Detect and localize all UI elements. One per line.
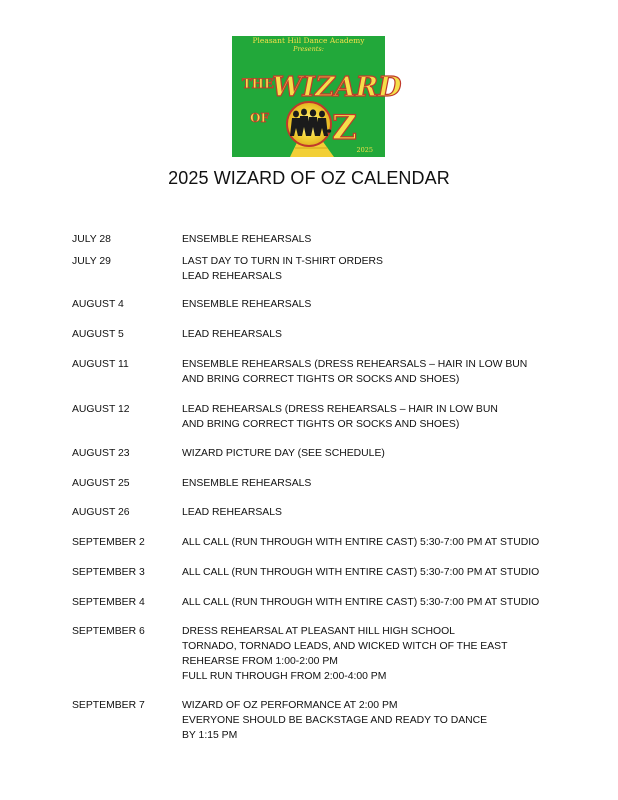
schedule-date: AUGUST 11: [72, 359, 129, 370]
schedule-description: [182, 595, 539, 610]
schedule-line: LEAD REHEARSALS: [182, 507, 282, 518]
schedule-description: [182, 565, 539, 580]
schedule-line: FULL RUN THROUGH FROM 2:00-4:00 PM: [182, 671, 387, 682]
schedule-line: LEAD REHEARSALS: [182, 271, 282, 282]
schedule-line: AND BRING CORRECT TIGHTS OR SOCKS AND SHOES): [182, 374, 460, 385]
schedule-date: SEPTEMBER 2: [72, 537, 145, 548]
schedule-description: [182, 297, 311, 312]
schedule-line: ENSEMBLE REHEARSALS: [182, 299, 312, 310]
show-poster: [232, 36, 402, 157]
schedule-line: EVERYONE SHOULD BE BACKSTAGE AND READY TO DANCE: [182, 715, 488, 726]
schedule-line: ENSEMBLE REHEARSALS: [182, 478, 312, 489]
schedule-date: SEPTEMBER 4: [72, 597, 145, 608]
schedule-description: [182, 624, 507, 684]
schedule-date: AUGUST 5: [72, 329, 124, 340]
poster-presents: Presents:: [293, 45, 324, 53]
schedule-date: SEPTEMBER 7: [72, 700, 145, 711]
schedule-description: [182, 402, 498, 432]
schedule-date: JULY 28: [72, 234, 111, 245]
schedule-date: SEPTEMBER 3: [72, 567, 145, 578]
svg-text:Z: Z: [332, 108, 357, 148]
schedule-description: [182, 698, 487, 743]
schedule-description: [182, 232, 311, 247]
schedule-date: SEPTEMBER 6: [72, 626, 145, 637]
poster-year: 2025: [356, 146, 373, 154]
schedule-line: REHEARSE FROM 1:00-2:00 PM: [182, 656, 338, 667]
wizard-of-oz-logo: [232, 36, 402, 157]
page-title: 2025 WIZARD OF OZ CALENDAR: [168, 168, 450, 188]
schedule-line: ALL CALL (RUN THROUGH WITH ENTIRE CAST) 5:30-7:00 PM AT STUDIO: [182, 567, 540, 578]
schedule-line: WIZARD PICTURE DAY (SEE SCHEDULE): [182, 448, 385, 459]
schedule-date: AUGUST 4: [72, 299, 124, 310]
svg-text:OF: OF: [250, 111, 269, 125]
schedule-date: AUGUST 12: [72, 404, 130, 415]
schedule-line: ALL CALL (RUN THROUGH WITH ENTIRE CAST) 5:30-7:00 PM AT STUDIO: [182, 537, 540, 548]
schedule-description: [182, 357, 527, 387]
schedule-date: JULY 29: [72, 256, 111, 267]
schedule-line: DRESS REHEARSAL AT PLEASANT HILL HIGH SCHOOL: [182, 626, 455, 637]
svg-text:WIZARD: WIZARD: [272, 72, 402, 103]
schedule-date: AUGUST 23: [72, 448, 130, 459]
schedule-description: [182, 505, 282, 520]
schedule-date: AUGUST 26: [72, 507, 130, 518]
schedule-line: AND BRING CORRECT TIGHTS OR SOCKS AND SHOES): [182, 419, 460, 430]
schedule-line: ENSEMBLE REHEARSALS (DRESS REHEARSALS – HAIR IN LOW BUN: [182, 359, 528, 370]
schedule-description: [182, 327, 282, 342]
poster-academy-name: Pleasant Hill Dance Academy: [252, 36, 365, 45]
svg-text:THE: THE: [242, 77, 274, 92]
schedule-description: [182, 254, 383, 284]
schedule-line: ENSEMBLE REHEARSALS: [182, 234, 312, 245]
schedule-description: [182, 535, 539, 550]
schedule-line: LEAD REHEARSALS: [182, 329, 282, 340]
schedule-line: LAST DAY TO TURN IN T-SHIRT ORDERS: [182, 256, 383, 267]
schedule-description: [182, 446, 385, 461]
schedule-line: ALL CALL (RUN THROUGH WITH ENTIRE CAST) 5:30-7:00 PM AT STUDIO: [182, 597, 540, 608]
schedule-date: AUGUST 25: [72, 478, 130, 489]
schedule-line: BY 1:15 PM: [182, 730, 238, 741]
schedule-description: [182, 476, 311, 491]
schedule-line: LEAD REHEARSALS (DRESS REHEARSALS – HAIR IN LOW BUN: [182, 404, 498, 415]
schedule-line: WIZARD OF OZ PERFORMANCE AT 2:00 PM: [182, 700, 398, 711]
schedule-line: TORNADO, TORNADO LEADS, AND WICKED WITCH OF THE EAST: [182, 641, 508, 652]
